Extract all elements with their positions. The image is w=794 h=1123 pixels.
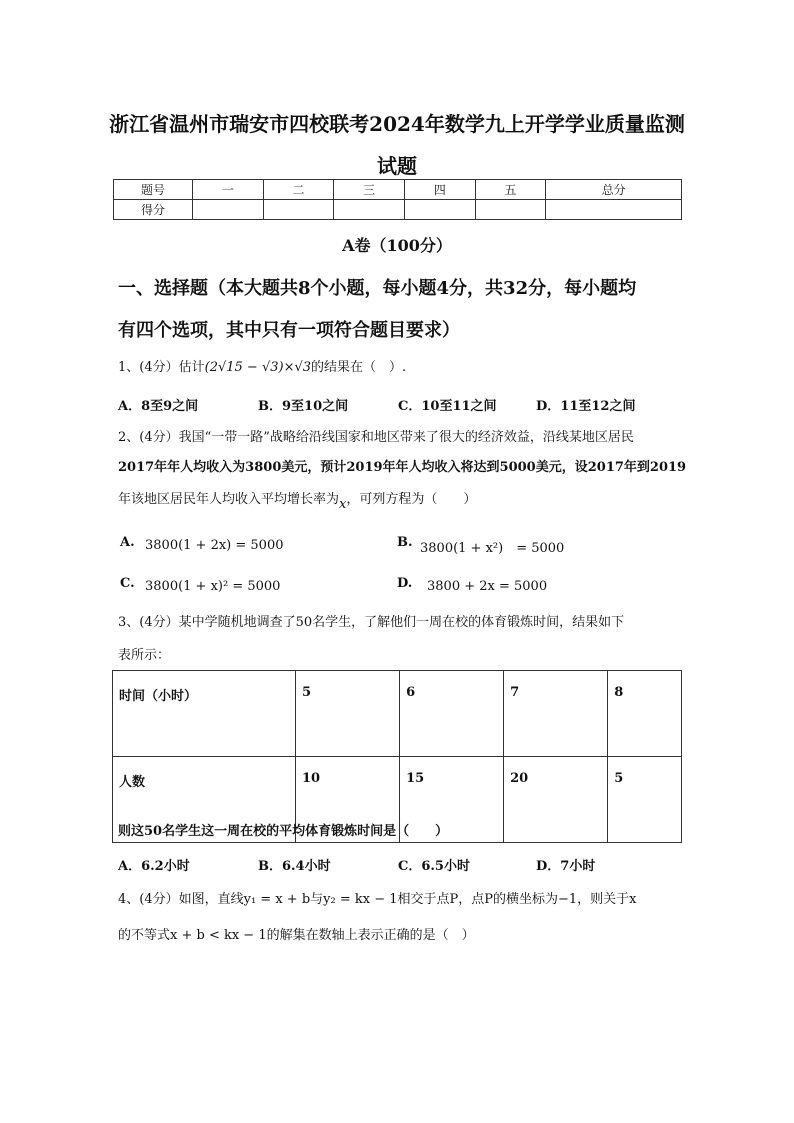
q2-line2: 2017年年人均收入为3800美元，预计2019年年人均收入将达到5000美元，设2017年到2019: [118, 460, 687, 475]
q3-option-a: A．6.2小时: [118, 859, 190, 874]
q4-line2: 的不等式x + b < kx − 1的解集在数轴上表示正确的是（ ）: [118, 928, 475, 943]
table-cell: 时间（小时）: [113, 671, 296, 757]
q2-line1: 2、(4分）我国“一带一路”战略给沿线国家和地区带来了很大的经济效益，沿线某地区居民: [118, 430, 634, 445]
score-cell: 得分: [114, 200, 193, 220]
q3-question: 则这50名学生这一周在校的平均体育锻炼时间是（ ）: [118, 824, 449, 839]
q2-line3: [118, 490, 476, 510]
score-cell: 题号: [114, 180, 193, 200]
q2-option-a-label: A.: [120, 535, 135, 550]
score-table-header-row: [114, 180, 682, 200]
table-cell: 人数: [113, 757, 296, 843]
section-heading-line1: 一、选择题（本大题共8个小题，每小题4分，共32分，每小题均: [118, 278, 637, 299]
table-cell: 7: [504, 671, 608, 757]
question-1: [118, 358, 406, 378]
score-entry: [546, 200, 682, 220]
score-entry: [193, 200, 264, 220]
q3-option-d: D．7小时: [536, 859, 596, 874]
score-cell: 五: [475, 180, 546, 200]
document-title-line2: 试题: [377, 154, 417, 178]
q1-option-d: D．11至12之间: [536, 399, 636, 414]
table-cell: 6: [400, 671, 504, 757]
table-cell: 10: [296, 757, 400, 843]
score-entry: [334, 200, 405, 220]
q2-option-d: 3800 + 2x = 5000: [427, 579, 548, 594]
table-cell: 8: [608, 671, 682, 757]
q1-option-c: C．10至11之间: [398, 399, 497, 414]
q2-option-c-label: C.: [120, 576, 135, 591]
score-cell: 一: [193, 180, 264, 200]
table-cell: 15: [400, 757, 504, 843]
q3-data-table: [112, 670, 682, 843]
q2-line3-end: ，可列方程为（ ）: [346, 492, 477, 507]
q2-option-a: 3800(1 + 2x) = 5000: [145, 538, 284, 553]
q3-option-b: B．6.4小时: [258, 859, 331, 874]
q2-option-b-label: B.: [397, 535, 413, 550]
q1-option-a: A．8至9之间: [118, 399, 199, 414]
table-cell: 5: [608, 757, 682, 843]
score-cell: 三: [334, 180, 405, 200]
q1-math: (2√15 − √3)×√3: [204, 360, 312, 375]
q1-prefix: 1、(4分）估计: [118, 360, 205, 375]
q3-line1: 3、(4分）某中学随机地调查了50名学生，了解他们一周在校的体育锻炼时间，结果如下: [118, 615, 625, 630]
score-table: [113, 179, 682, 220]
section-heading-line2: 有四个选项，其中只有一项符合题目要求）: [118, 320, 460, 341]
q2-option-c: 3800(1 + x)² = 5000: [145, 579, 281, 594]
score-table-score-row: [114, 200, 682, 220]
score-entry: [263, 200, 334, 220]
q4-line1: 4、(4分）如图，直线y₁ = x + b与y₂ = kx − 1相交于点P，点P的横坐标为−1，则关于x: [118, 892, 637, 907]
q2-line3-text: 年该地区居民年人均收入平均增长率为: [118, 492, 340, 507]
q2-option-b: 3800(1 + x²) = 5000: [420, 541, 565, 556]
volume-heading: A卷（100分）: [342, 236, 452, 255]
document-title-line1: 浙江省温州市瑞安市四校联考2024年数学九上开学学业质量监测: [109, 112, 685, 136]
q2-variable: x: [339, 497, 347, 512]
score-entry: [404, 200, 475, 220]
score-cell: 总分: [546, 180, 682, 200]
q3-option-c: C．6.5小时: [398, 859, 470, 874]
table-cell: 5: [296, 671, 400, 757]
q2-option-d-label: D.: [397, 576, 413, 591]
score-cell: 二: [263, 180, 334, 200]
table-cell: 20: [504, 757, 608, 843]
score-cell: 四: [404, 180, 475, 200]
q3-line2: 表所示：: [118, 648, 171, 663]
q1-option-b: B．9至10之间: [258, 399, 349, 414]
q1-suffix: 的结果在（ ）.: [311, 360, 407, 375]
table-row: [113, 671, 682, 757]
score-entry: [475, 200, 546, 220]
